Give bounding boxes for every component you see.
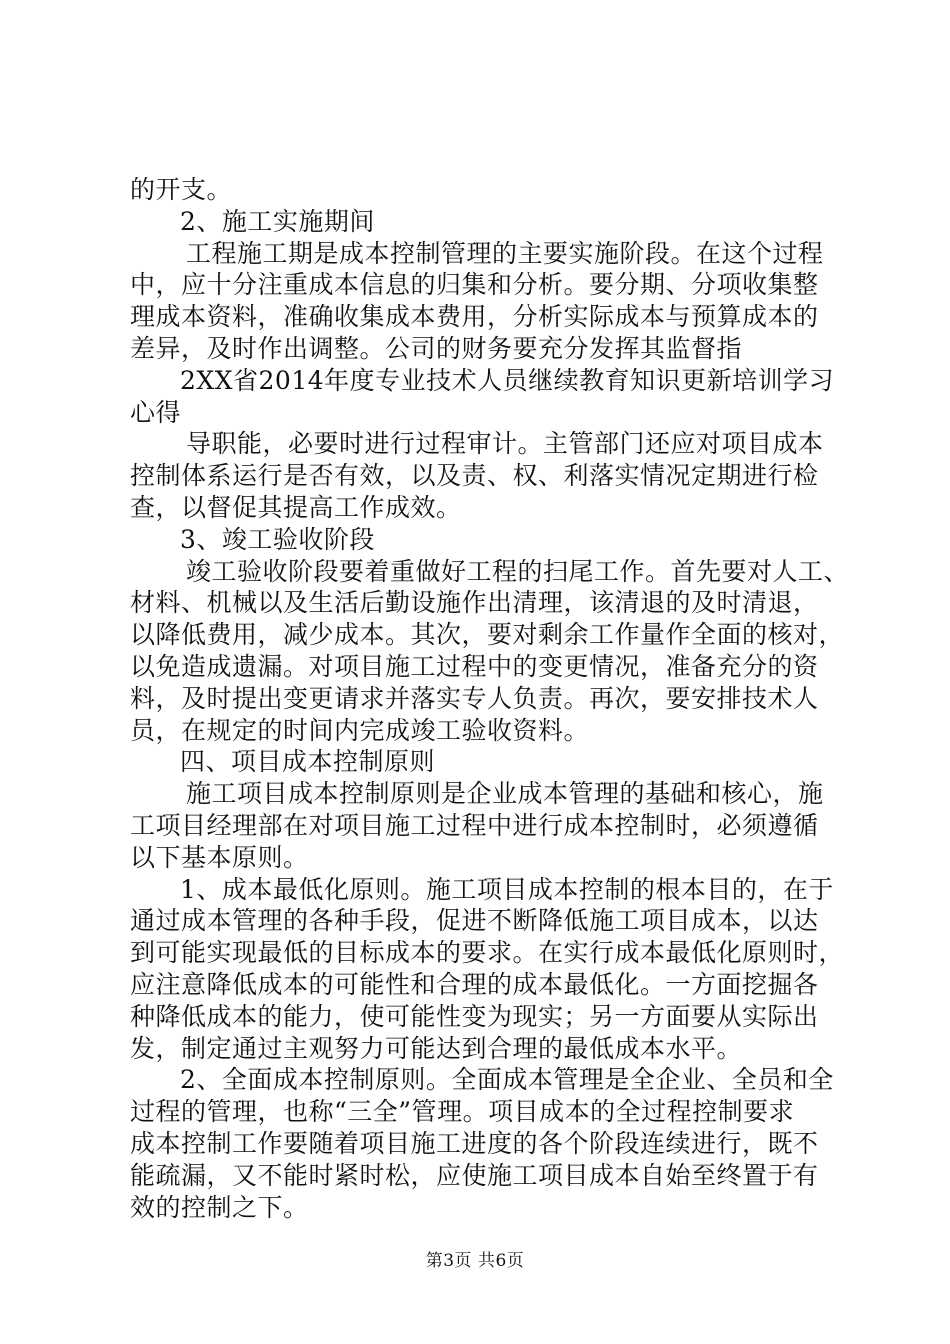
text-line: 的开支。	[130, 175, 233, 204]
text-line: 料，及时提出变更请求并落实专人负责。再次，要安排技术人	[130, 683, 819, 713]
text-line: 控制体系运行是否有效，以及责、权、利落实情况定期进行检	[130, 461, 819, 491]
text-line: 到可能实现最低的目标成本的要求。在实行成本最低化原则时，	[130, 938, 845, 968]
text-line: 差异，及时作出调整。公司的财务要充分发挥其监督指	[130, 333, 743, 363]
text-line: 理成本资料，准确收集成本费用，分析实际成本与预算成本的	[130, 302, 819, 332]
text-line: 查，以督促其提高工作成效。	[130, 492, 462, 522]
section-heading: 2、施工实施期间	[180, 206, 375, 236]
text-line: 以降低费用，减少成本。其次，要对剩余工作量作全面的核对，	[130, 620, 845, 650]
text-line: 效的控制之下。	[130, 1192, 309, 1222]
section-heading: 3、竣工验收阶段	[180, 524, 375, 554]
text-line: 员，在规定的时间内完成竣工验收资料。	[130, 715, 590, 745]
inserted-title: 2XX省2014年度专业技术人员继续教育知识更新培训学习	[180, 365, 835, 395]
paragraph-start: 竣工验收阶段要着重做好工程的扫尾工作。首先要对人工、	[186, 556, 850, 586]
text-line: 中，应十分注重成本信息的归集和分析。要分期、分项收集整	[130, 270, 819, 300]
page-number-footer: 第3页 共6页	[425, 1251, 525, 1271]
paragraph-start: 2、全面成本控制原则。全面成本管理是全企业、全员和全	[180, 1065, 834, 1095]
text-line: 能疏漏，又不能时紧时松，应使施工项目成本自始至终置于有	[130, 1160, 819, 1190]
inserted-title-continued: 心得	[130, 397, 182, 427]
text-line: 工项目经理部在对项目施工过程中进行成本控制时，必须遵循	[130, 810, 819, 840]
text-line: 通过成本管理的各种手段，促进不断降低施工项目成本，以达	[130, 906, 819, 936]
document-body	[130, 174, 850, 1223]
text-line: 种降低成本的能力，使可能性变为现实；另一方面要从实际出	[130, 1001, 819, 1031]
text-line: 成本控制工作要随着项目施工进度的各个阶段连续进行，既不	[130, 1128, 819, 1158]
text-line: 以下基本原则。	[130, 842, 309, 872]
text-line: 过程的管理，也称“三全”管理。项目成本的全过程控制要求	[130, 1097, 795, 1127]
text-line: 以免造成遗漏。对项目施工过程中的变更情况，准备充分的资	[130, 651, 819, 681]
paragraph-start: 工程施工期是成本控制管理的主要实施阶段。在这个过程	[186, 238, 824, 268]
paragraph-start: 导职能，必要时进行过程审计。主管部门还应对项目成本	[186, 429, 824, 459]
text-line: 应注意降低成本的可能性和合理的成本最低化。一方面挖掘各	[130, 969, 819, 999]
paragraph-start: 1、成本最低化原则。施工项目成本控制的根本目的，在于	[180, 874, 834, 904]
text-line: 材料、机械以及生活后勤设施作出清理，该清退的及时清退，	[130, 588, 819, 618]
text-line: 发，制定通过主观努力可能达到合理的最低成本水平。	[130, 1033, 743, 1063]
paragraph-start: 施工项目成本控制原则是企业成本管理的基础和核心，施	[186, 779, 824, 809]
section-heading: 四、项目成本控制原则	[180, 747, 436, 777]
